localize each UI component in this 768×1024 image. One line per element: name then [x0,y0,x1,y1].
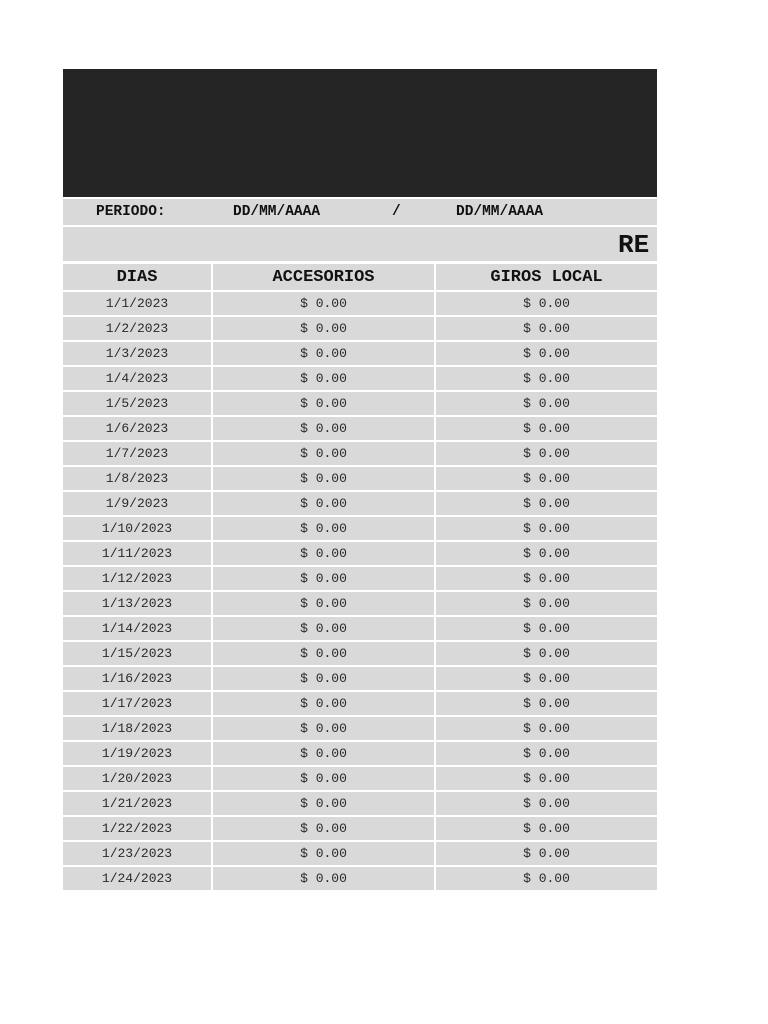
cell-giros-local: $ 0.00 [435,591,657,616]
period-end-date: DD/MM/AAAA [456,204,544,220]
cell-giros-local: $ 0.00 [435,366,657,391]
cell-dia: 1/18/2023 [63,716,212,741]
cell-giros-local: $ 0.00 [435,666,657,691]
cell-accesorios: $ 0.00 [212,466,435,491]
cell-dia: 1/6/2023 [63,416,212,441]
cell-accesorios: $ 0.00 [212,366,435,391]
cell-giros-local: $ 0.00 [435,441,657,466]
cell-accesorios: $ 0.00 [212,516,435,541]
column-header-dias: DIAS [63,263,212,291]
cell-dia: 1/2/2023 [63,316,212,341]
cell-dia: 1/10/2023 [63,516,212,541]
table-row [63,716,657,741]
table-row [63,766,657,791]
cell-accesorios: $ 0.00 [212,691,435,716]
cell-dia: 1/17/2023 [63,691,212,716]
report-title-row [63,227,657,261]
cell-accesorios: $ 0.00 [212,841,435,866]
cell-accesorios: $ 0.00 [212,641,435,666]
cell-dia: 1/13/2023 [63,591,212,616]
column-header-accesorios: ACCESORIOS [212,263,435,291]
cell-accesorios: $ 0.00 [212,291,435,316]
cell-accesorios: $ 0.00 [212,416,435,441]
period-row [63,199,657,225]
cell-accesorios: $ 0.00 [212,616,435,641]
cell-giros-local: $ 0.00 [435,716,657,741]
table-header-row [63,263,657,291]
period-label: PERIODO: [96,204,166,220]
cell-giros-local: $ 0.00 [435,391,657,416]
cell-accesorios: $ 0.00 [212,441,435,466]
cell-giros-local: $ 0.00 [435,866,657,891]
cell-accesorios: $ 0.00 [212,866,435,891]
cell-accesorios: $ 0.00 [212,716,435,741]
cell-dia: 1/1/2023 [63,291,212,316]
cell-giros-local: $ 0.00 [435,516,657,541]
cell-giros-local: $ 0.00 [435,316,657,341]
table-row [63,791,657,816]
table-row [63,366,657,391]
table-row [63,341,657,366]
table-row [63,316,657,341]
cell-dia: 1/4/2023 [63,366,212,391]
cell-giros-local: $ 0.00 [435,641,657,666]
cell-accesorios: $ 0.00 [212,741,435,766]
cell-accesorios: $ 0.00 [212,791,435,816]
table-row [63,291,657,316]
table-row [63,466,657,491]
cell-accesorios: $ 0.00 [212,591,435,616]
cell-giros-local: $ 0.00 [435,791,657,816]
table-row [63,416,657,441]
cell-accesorios: $ 0.00 [212,316,435,341]
cell-giros-local: $ 0.00 [435,566,657,591]
cell-dia: 1/21/2023 [63,791,212,816]
cell-dia: 1/15/2023 [63,641,212,666]
table-row [63,491,657,516]
report-sheet [63,69,657,892]
cell-giros-local: $ 0.00 [435,491,657,516]
table-row [63,516,657,541]
column-header-giros-local: GIROS LOCAL [435,263,657,291]
cell-giros-local: $ 0.00 [435,766,657,791]
cell-giros-local: $ 0.00 [435,466,657,491]
cell-giros-local: $ 0.00 [435,841,657,866]
cell-dia: 1/5/2023 [63,391,212,416]
cell-accesorios: $ 0.00 [212,391,435,416]
cell-giros-local: $ 0.00 [435,691,657,716]
table-row [63,691,657,716]
cell-accesorios: $ 0.00 [212,816,435,841]
cell-giros-local: $ 0.00 [435,291,657,316]
table-row [63,866,657,891]
period-separator: / [392,204,401,220]
cell-accesorios: $ 0.00 [212,766,435,791]
cell-accesorios: $ 0.00 [212,341,435,366]
cell-dia: 1/7/2023 [63,441,212,466]
report-title-partial: RE [618,230,650,260]
cell-accesorios: $ 0.00 [212,491,435,516]
table-row [63,541,657,566]
cell-dia: 1/23/2023 [63,841,212,866]
cell-dia: 1/20/2023 [63,766,212,791]
cell-dia: 1/22/2023 [63,816,212,841]
table-row [63,391,657,416]
cell-dia: 1/11/2023 [63,541,212,566]
cell-dia: 1/12/2023 [63,566,212,591]
cell-dia: 1/16/2023 [63,666,212,691]
cell-giros-local: $ 0.00 [435,341,657,366]
cell-giros-local: $ 0.00 [435,416,657,441]
cell-dia: 1/9/2023 [63,491,212,516]
cell-dia: 1/14/2023 [63,616,212,641]
table-row [63,566,657,591]
cell-dia: 1/19/2023 [63,741,212,766]
table-row [63,741,657,766]
table-row [63,591,657,616]
table-row [63,816,657,841]
cell-dia: 1/3/2023 [63,341,212,366]
table-row [63,641,657,666]
cell-accesorios: $ 0.00 [212,566,435,591]
cell-accesorios: $ 0.00 [212,666,435,691]
cell-dia: 1/24/2023 [63,866,212,891]
table-row [63,841,657,866]
cell-giros-local: $ 0.00 [435,616,657,641]
cell-dia: 1/8/2023 [63,466,212,491]
header-banner [63,69,657,197]
table-body [63,291,657,891]
table-row [63,616,657,641]
daily-ledger-table [63,262,657,892]
table-row [63,666,657,691]
table-row [63,441,657,466]
period-start-date: DD/MM/AAAA [233,204,321,220]
cell-giros-local: $ 0.00 [435,541,657,566]
cell-giros-local: $ 0.00 [435,816,657,841]
cell-giros-local: $ 0.00 [435,741,657,766]
cell-accesorios: $ 0.00 [212,541,435,566]
